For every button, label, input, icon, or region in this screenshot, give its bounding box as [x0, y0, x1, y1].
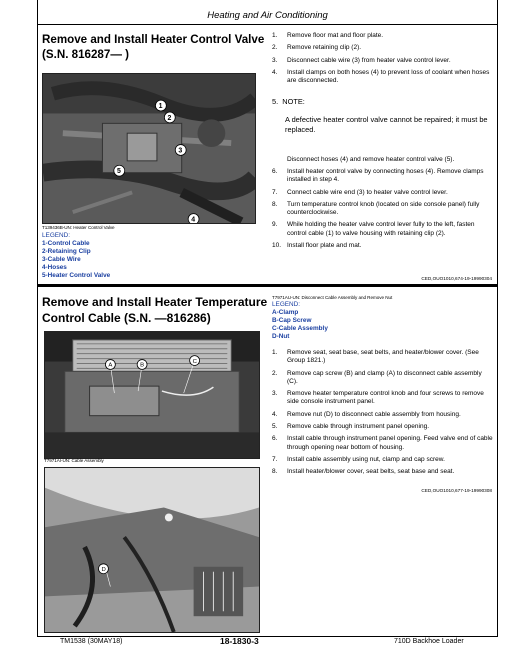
step-item: 8. Turn temperature control knob (located on side console panel) fully counterclockwise.	[272, 200, 480, 217]
note-text: A defective heater control valve cannot be repaired; it must be replaced.	[285, 115, 488, 134]
machine-model: 710D Backhoe Loader	[394, 638, 464, 645]
callout-3	[175, 145, 186, 156]
steps-list	[270, 349, 493, 481]
callout-A	[105, 360, 115, 370]
legend-item: 1-Control Cable	[42, 240, 90, 247]
legend	[42, 232, 110, 280]
legend-item: A-Clamp	[272, 309, 299, 316]
steps-list-continued	[270, 168, 493, 254]
step-item: 5. Remove cable through instrument panel opening.	[272, 423, 430, 431]
svg-text:4: 4	[191, 216, 196, 223]
step-item: 2. Remove retaining clip (2).	[272, 44, 362, 52]
manual-id: TM1538 (30MAY18)	[60, 638, 123, 645]
legend-item: D-Nut	[272, 333, 290, 340]
svg-text:A: A	[108, 362, 113, 369]
step-item: 6. Install cable through instrument panel opening. Feed valve end of cable through opening near bottom of housing.	[272, 435, 493, 451]
svg-text:C: C	[192, 358, 197, 365]
legend-item: 3-Cable Wire	[42, 256, 81, 263]
page-number: 18-1830-3	[220, 636, 259, 646]
callout-2	[164, 112, 175, 123]
section-title: Remove and Install Heater Control Valve (S.N. 816287— )	[42, 33, 265, 61]
heater-valve-photo	[42, 73, 256, 224]
step-item: 9. While holding the heater valve control lever fully to the left, fasten control cable (1) to valve housing with retaining clip (2).	[272, 221, 475, 237]
svg-text:1: 1	[158, 103, 163, 111]
legend-item: B-Cap Screw	[272, 317, 312, 324]
svg-text:3: 3	[178, 147, 183, 155]
nut-location-photo	[44, 467, 260, 633]
legend-caption: T7971AU-UN: Disconnect Cable Assembly and Remove Nut	[272, 295, 393, 300]
svg-text:2: 2	[167, 114, 172, 122]
page-header: Heating and Air Conditioning	[207, 10, 328, 21]
legend	[272, 301, 328, 341]
photo-caption: T7971AI-UN: Cable Assembly	[44, 458, 104, 463]
section-title: Remove and Install Heater Temperature Control Cable (S.N. —816286)	[42, 295, 268, 325]
step-item: 2. Remove cap screw (B) and clamp (A) to disconnect cable assembly (C).	[272, 369, 482, 385]
step-item: 10. Install floor plate and mat.	[272, 242, 362, 250]
steps-list	[270, 32, 493, 89]
step-item: 3. Disconnect cable wire (3) from heater valve control lever.	[272, 56, 451, 64]
legend-item: 2-Retaining Clip	[42, 248, 91, 255]
section-heater-control-valve	[37, 25, 498, 287]
legend-item: C-Cable Assembly	[272, 325, 328, 332]
callout-C	[190, 356, 200, 366]
reference-code: CED,OUO1010,674-19-19990304	[421, 276, 492, 281]
step-item: 3. Remove heater temperature control knob and four screws to remove side console instrument panel.	[272, 390, 484, 406]
callout-D	[99, 564, 109, 574]
step-item: 4. Remove nut (D) to disconnect cable assembly from housing.	[272, 410, 461, 418]
step-item: 7. Install cable assembly using nut, clamp and cap screw.	[272, 455, 445, 463]
legend-title: LEGEND:	[42, 232, 71, 239]
callout-5	[114, 165, 125, 176]
legend-item: 4-Hoses	[42, 264, 67, 271]
photo-caption: T139436B-UN: Heater Control Valve	[42, 225, 115, 230]
svg-text:D: D	[101, 567, 106, 574]
note-heading: 5. NOTE:	[272, 97, 305, 106]
cable-assembly-photo	[44, 331, 260, 459]
legend-item: 5-Heater Control Valve	[42, 272, 111, 279]
reference-code: CED,OUO1010,677-19-19990308	[421, 488, 492, 493]
callout-B	[137, 360, 147, 370]
footer-rule	[37, 636, 498, 637]
callout-4	[188, 214, 199, 223]
step-item: 7. Connect cable wire end (3) to heater valve control lever.	[272, 188, 448, 196]
step-item: 6. Install heater control valve by connecting hoses (4). Remove clamps installed in step 4.	[272, 168, 484, 184]
step-item: 8. Install heater/blower cover, seat belts, seat base and seat.	[272, 468, 455, 476]
callout-1	[155, 100, 166, 111]
step-item: 1. Remove seat, seat base, seat belts, and heater/blower cover. (See Group 1821.)	[272, 349, 479, 365]
section-temperature-control-cable	[37, 291, 498, 636]
disconnect-instruction: Disconnect hoses (4) and remove heater control valve (5).	[287, 156, 455, 163]
svg-text:5: 5	[117, 168, 121, 176]
step-item: 4. Install clamps on both hoses (4) to prevent loss of coolant when hoses are disconnected.	[272, 68, 490, 85]
legend-title: LEGEND:	[272, 301, 301, 308]
step-item: 1. Remove floor mat and floor plate.	[272, 32, 384, 39]
svg-text:B: B	[140, 362, 145, 369]
